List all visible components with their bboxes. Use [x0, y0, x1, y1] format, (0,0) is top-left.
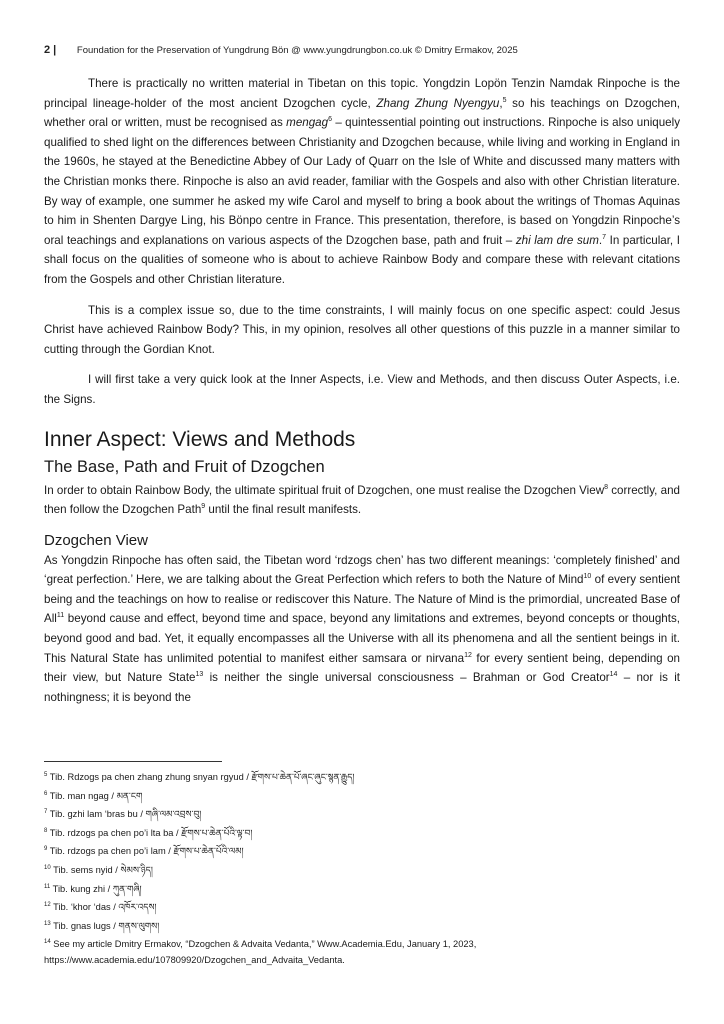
footnote-text: See my article Dmitry Ermakov, “Dzogchen & Advaita Vedanta,” Www.Academia.Edu, January 1, 2023, [53, 939, 477, 950]
footnote-number: 5 [44, 771, 48, 778]
footnote-number: 6 [44, 790, 48, 797]
paragraph-dzogchen-view [44, 551, 680, 708]
main-text [44, 74, 680, 718]
tibetan-script: ཀུན་གཞི། [112, 883, 142, 894]
paragraph-complex-issue: This is a complex issue so, due to the time constraints, I will mainly focus on one specific aspect: could Jesus Christ have achieved Rainbow Body? This, in my opinion, resolves all other questions of this puzzle in a manner similar to cutting through the Gordian Knot. [44, 303, 680, 356]
footnote [44, 842, 680, 861]
footnote-number: 14 [44, 939, 51, 946]
italic-term: zhi lam dre sum [515, 233, 599, 247]
paragraph-intro [44, 74, 680, 290]
footnote-divider [44, 761, 222, 762]
footnote-text: Tib. ‘khor ‘das / [53, 902, 119, 913]
footnote-number: 9 [44, 846, 48, 853]
footnotes [44, 768, 680, 968]
footnote-ref[interactable]: 8 [604, 483, 608, 491]
footnote-ref[interactable]: 9 [201, 503, 206, 511]
footnote-ref[interactable]: 5 [502, 96, 507, 104]
footnote [44, 917, 680, 936]
text-run: In particular, I shall focus on the qualities of someone who is about to achieve Rainbow Body and compare these with relevant citations from the Gospels and other Christian literature. [44, 233, 680, 286]
text-run: for every sentient being, depending on their view, but Nature State [44, 651, 680, 685]
italic-term: mengag [286, 116, 329, 130]
footnote-14 [44, 936, 680, 968]
heading-inner-aspect: Inner Aspect: Views and Methods [44, 427, 356, 451]
text-run: In order to obtain Rainbow Body, the ultimate spiritual fruit of Dzogchen, one must realise the Dzogchen View [44, 483, 605, 497]
footnote-text: Tib. Rdzogs pa chen zhang zhung snyan rgyud / [49, 772, 252, 782]
footnote-text: Tib. gnas lugs / [53, 920, 119, 931]
footnote-ref[interactable]: 12 [464, 651, 472, 659]
text-run: beyond cause and effect, beyond time and space, beyond any limitations and extremes, beyond concepts or thoughts, beyond good and bad. Yet, it equally encompasses all the Universe with all its phenomena and all the sentient beings in it. This Natural State has unlimited potential to manifest either samsara or nirvana [44, 612, 680, 665]
footnote [44, 768, 680, 787]
text-run: . [598, 233, 603, 247]
footnote-text: Tib. rdzogs pa chen po’i lam / [49, 846, 174, 857]
footnote [44, 898, 680, 917]
text-run: so his teachings on Dzogchen, whether oral or written, must be recognised as [44, 96, 681, 130]
text-run: – quintessential pointing out instructions. Rinpoche is also uniquely qualified to shed light on the differences between Christianity and Dzogchen because, while living and working in England in the 1960s, he stayed at the Benedictine Abbey of Our Lady of Quarr on the Isle of White and discussed many matters with the Christian monks there. Rinpoche is also an avid reader, familiar with the Gospels and also with other Christian literature. By way of example, one summer he asked my wife Carol and myself to bring a book about the writings of Thomas Aquinas to him in Shenten Dargye Ling, his Bönpo centre in France. This presentation, therefore, is based on Yongdzin Rinpoche’s oral teachings and explanations on various aspects of the Dzogchen base, path and fruit – [44, 116, 680, 247]
footnote-number: 8 [44, 827, 48, 834]
footnote-number: 10 [44, 864, 51, 871]
footnote-text: Tib. man ngag / [49, 790, 117, 801]
footnote-text: Tib. sems nyid / [53, 864, 121, 875]
footnote-ref[interactable]: 7 [602, 233, 606, 241]
text-run: is neither the single universal consciousness – Brahman or God Creator [203, 671, 610, 685]
text-run: As Yongdzin Rinpoche has often said, the Tibetan word ‘rdzogs chen’ has two different meanings: ‘completely finished’ and ‘great perfection.’ Here, we are talking about the Great Perfection which refers to both the Nature of Mind [44, 553, 680, 587]
heading-dzogchen-view: Dzogchen View [44, 531, 148, 549]
footnote-link[interactable]: https://www.academia.edu/107809920/Dzogchen_and_Advaita_Vedanta. [44, 955, 345, 966]
footnote-number: 12 [44, 902, 51, 909]
text-run: – nor is it nothingness; it is beyond the [44, 671, 681, 704]
tibetan-script: རྫོགས་པ་ཆེན་པོའི་ལམ། [173, 846, 244, 857]
tibetan-script: གཞི་ལམ་འབྲས་བུ། [145, 809, 202, 820]
paragraph-plan: I will first take a very quick look at the Inner Aspects, i.e. View and Methods, and then discuss Outer Aspects, i.e. the Signs. [44, 373, 680, 406]
page-number: 2 | [44, 44, 57, 56]
page-header [44, 44, 680, 56]
footnote [44, 880, 680, 899]
tibetan-script: རྫོགས་པ་ཆེན་པོ་ཞང་ཞུང་སྙན་རྒྱུད། [251, 772, 355, 782]
text-run: of every sentient being and the teachings on how to realise or rediscover this Nature. The Nature of Mind is the primordial, uncreated Base of All [44, 573, 680, 626]
tibetan-script: རྫོགས་པ་ཆེན་པོའི་ལྟ་བ། [181, 827, 253, 838]
heading-base-path-fruit: The Base, Path and Fruit of Dzogchen [44, 457, 325, 476]
footnote-number: 13 [44, 920, 51, 927]
footnote-number: 7 [44, 809, 48, 816]
paragraph-rainbow-body [44, 481, 680, 520]
footnote-ref[interactable]: 13 [195, 671, 204, 679]
tibetan-script: མན་ངག [116, 790, 143, 801]
footnote-ref[interactable]: 14 [609, 671, 618, 679]
footnote [44, 861, 680, 880]
text-run: until the final result manifests. [205, 503, 362, 517]
footnote [44, 805, 680, 824]
footnote-ref[interactable]: 6 [328, 116, 332, 124]
text-run: There is practically no written material in Tibetan on this topic. Yongdzin Lopön Tenzin Namdak Rinpoche is the principal lineage-holder of the most ancient Dzogchen cycle, [44, 77, 680, 110]
running-title: Foundation for the Preservation of Yungdrung Bön @ www.yungdrungbon.co.uk © Dmitry Ermakov, 2025 [76, 45, 518, 56]
footnote-number: 11 [44, 883, 51, 890]
footnote-text: Tib. kung zhi / [52, 883, 113, 894]
tibetan-script: གནས་ལུགས། [118, 920, 160, 931]
footnote [44, 787, 680, 806]
tibetan-script: འཁོར་འདས། [118, 902, 157, 913]
footnote-text: Tib. gzhi lam ‘bras bu / [49, 809, 146, 820]
italic-term: Zhang Zhung Nyengyu [376, 96, 500, 110]
tibetan-script: སེམས་ཉིད། [120, 864, 153, 875]
footnote-ref[interactable]: 10 [583, 573, 592, 581]
footnote-ref[interactable]: 11 [56, 612, 65, 620]
text-run: correctly, and then follow the Dzogchen Path [44, 483, 680, 517]
footnote-text: Tib. rdzogs pa chen po’i lta ba / [49, 827, 182, 838]
text-run: , [499, 96, 503, 110]
footnote [44, 824, 680, 843]
